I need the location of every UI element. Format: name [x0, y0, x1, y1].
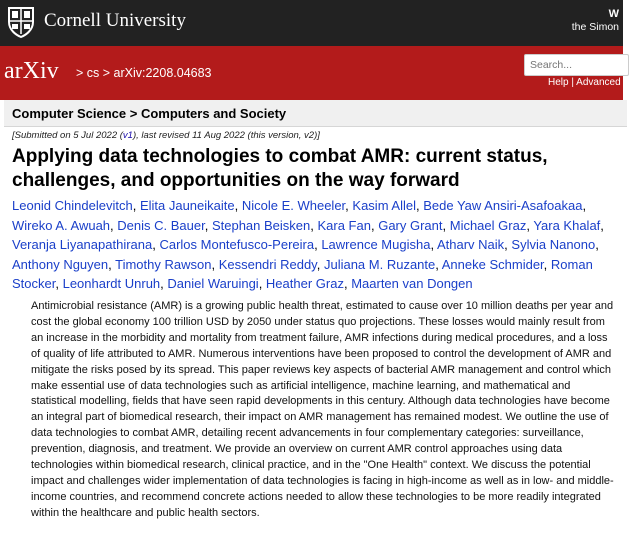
- acknowledgement-line-2: the Simon: [571, 21, 619, 33]
- author-link[interactable]: Anneke Schmider: [441, 256, 544, 272]
- author-link[interactable]: Yara Khalaf: [533, 217, 601, 233]
- author-link[interactable]: Timothy Rawson: [115, 256, 212, 272]
- author-link[interactable]: Kara Fan: [317, 217, 371, 233]
- arxiv-logo[interactable]: [4, 57, 74, 83]
- author-link[interactable]: Nicole E. Wheeler: [241, 198, 346, 213]
- cornell-seal-icon[interactable]: [6, 6, 36, 38]
- author-list: Leonid Chindelevitch, Elita Jauneikaite, Nicole E. Wheeler, Kasim Allel, Bede Yaw Ansiri-Asafoakaa, Wireko A. Awuah, Denis C. Bauer, Stephan Beisken, Kara Fan, Gary Grant, Michael Graz, Yara Khalaf, Veranja Liyanapathirana, Carlos Montefusco-Pereira, Lawrence Mugisha, Atharv Naik, Sylvia Nanono, Anthony Nguyen, Timothy Rawson, Kessendri Reddy, Juliana M. Ruzante, Anneke Schmider, Roman Stocker, Leonhardt Unruh, Daniel Waruingi, Heather Graz, Maarten van Dongen: [12, 198, 604, 291]
- submission-prefix: [Submitted on 5 Jul 2022 (: [12, 130, 123, 141]
- arxiv-logo-text: arXiv: [4, 58, 59, 84]
- author-link[interactable]: Veranja Liyanapathirana: [12, 237, 153, 252]
- search-help-links[interactable]: Help | Advanced Se: [548, 77, 636, 88]
- author-link[interactable]: Lawrence Mugisha: [321, 237, 431, 252]
- author-link[interactable]: Carlos Montefusco-Pereira: [159, 237, 315, 252]
- version-v1-link[interactable]: v1: [122, 130, 133, 141]
- author-link[interactable]: Gary Grant: [378, 217, 443, 233]
- author-link[interactable]: Leonhardt Unruh: [62, 276, 161, 291]
- submission-suffix: ), last revised 11 Aug 2022 (this version, v2)]: [132, 130, 320, 141]
- author-link[interactable]: Leonid Chindelevitch: [12, 198, 133, 213]
- author-link[interactable]: Michael Graz: [449, 217, 527, 233]
- author-link[interactable]: Atharv Naik: [436, 237, 505, 252]
- subject-breadcrumb[interactable]: Computer Science > Computers and Society: [12, 106, 287, 121]
- acknowledgement-line-1: W: [608, 8, 619, 20]
- simons-foundation-acknowledgement[interactable]: [572, 8, 619, 34]
- author-link[interactable]: Roman Stocker: [12, 256, 593, 291]
- breadcrumb[interactable]: [76, 66, 212, 80]
- author-link[interactable]: Kessendri Reddy: [218, 256, 317, 272]
- author-link[interactable]: Maarten van Dongen: [351, 276, 473, 291]
- search-input[interactable]: [524, 54, 629, 76]
- cornell-header: [0, 0, 623, 46]
- submission-history: [12, 130, 320, 141]
- author-link[interactable]: Daniel Waruingi: [167, 276, 259, 291]
- author-link[interactable]: Heather Graz: [265, 276, 344, 291]
- author-link[interactable]: Bede Yaw Ansiri-Asafoakaa: [423, 198, 583, 213]
- abstract: Antimicrobial resistance (AMR) is a growing public health threat, estimated to cause over 10 million deaths per year and cost the global economy 100 trillion USD by 2050 under status quo projections. These losses would mainly result from an increase in the morbidity and mortality from treatment failure, AMR infections during medical procedures, and a loss of quality of life attributed to AMR. Numerous interventions have been proposed to control the development of AMR and mitigate the risks posed by its spread. This paper reviews key aspects of bacterial AMR management and control which make essential use of data technologies such as artificial intelligence, machine learning, and mathematical and statistical modelling, fields that have seen rapid developments in this century. Although data technologies have become an integral part of biomedical research, their impact on AMR management has remained modest. We outline the use of data technologies to combat AMR, detailing recent advancements in four complementary categories: surveillance, prevention, diagnosis, and treatment. We provide an overview on current AMR control approaches using data technologies within biomedical research, clinical practice, and in the "One Health" context. We discuss the potential impact and challenges wider implementation of data technologies is facing in high-income as well as in low- and middle-income countries, and recommend concrete actions needed to allow these technologies to be more readily integrated within the healthcare and public health sectors.: [31, 300, 614, 519]
- author-link[interactable]: Juliana M. Ruzante: [323, 256, 436, 272]
- arxiv-header: [0, 46, 636, 100]
- author-link[interactable]: Denis C. Bauer: [117, 217, 205, 233]
- author-link[interactable]: Wireko A. Awuah: [12, 217, 111, 233]
- cornell-university-link[interactable]: Cornell University: [44, 10, 186, 31]
- paper-title: Applying data technologies to combat AMR: current status, challenges, and opportunities on the way forward: [12, 146, 548, 191]
- author-link[interactable]: Kasim Allel: [352, 198, 416, 213]
- breadcrumb-text[interactable]: > cs > arXiv:2208.04683: [76, 66, 212, 80]
- subject-bar: [4, 100, 627, 127]
- author-link[interactable]: Sylvia Nanono: [511, 237, 596, 252]
- author-link[interactable]: Elita Jauneikaite: [139, 198, 235, 213]
- author-link[interactable]: Anthony Nguyen: [12, 256, 109, 272]
- author-link[interactable]: Stephan Beisken: [211, 217, 311, 233]
